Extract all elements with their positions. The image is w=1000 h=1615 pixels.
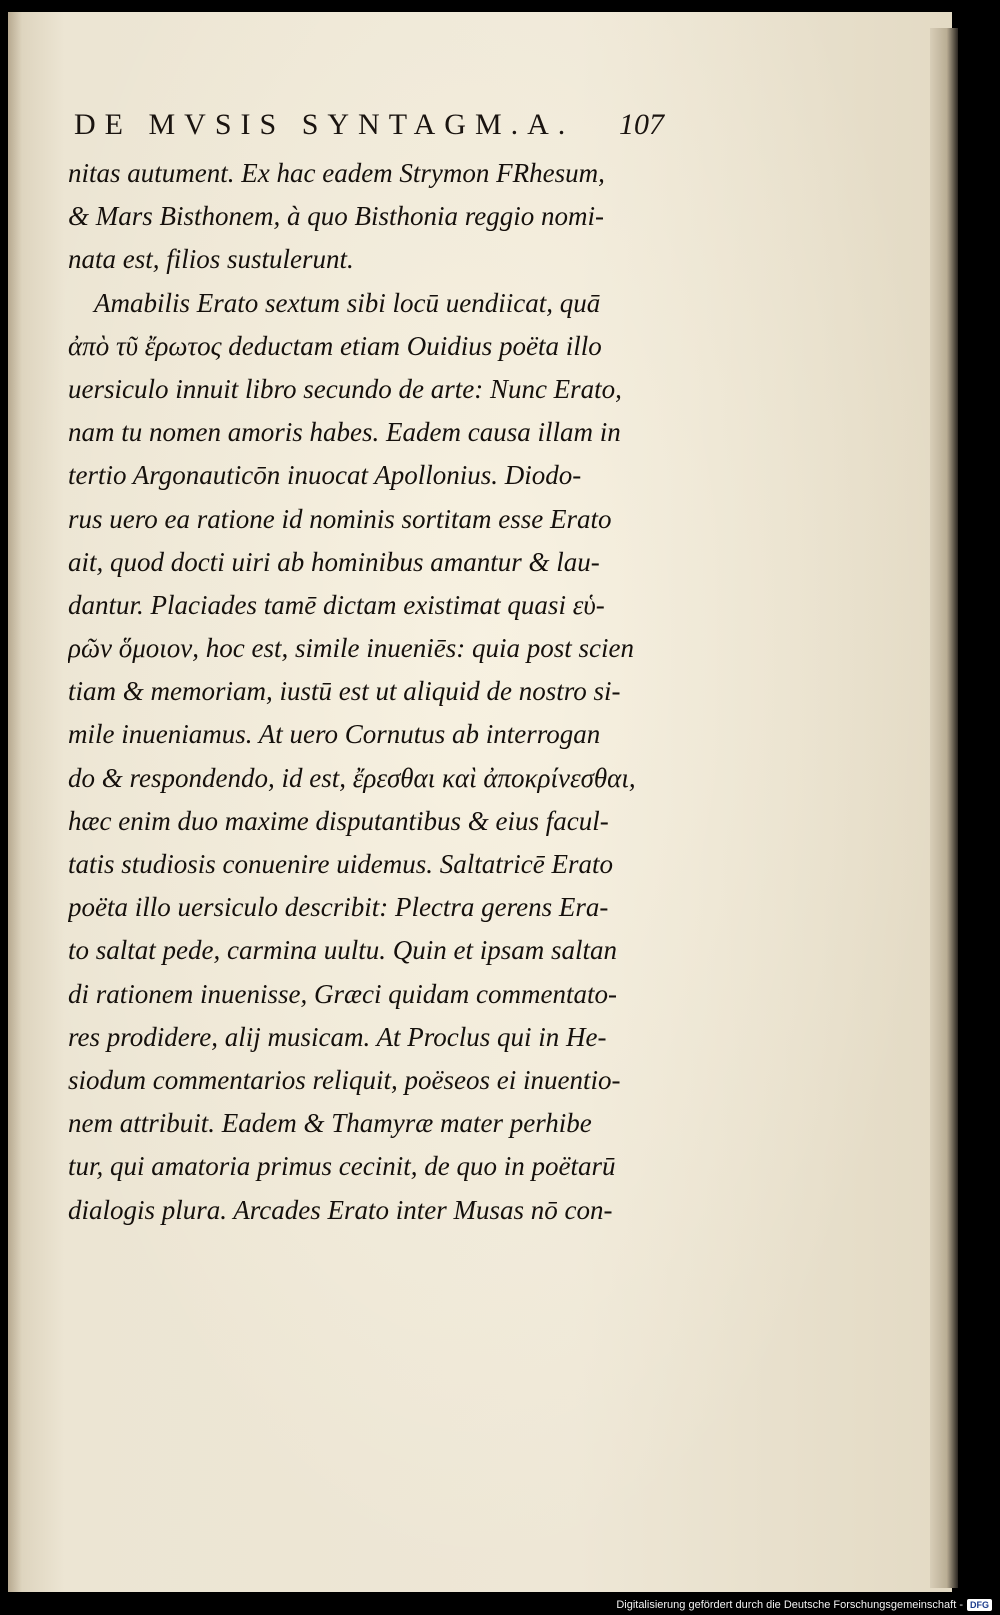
text-line: poëta illo uersiculo describit: Plectra gerens Era-: [68, 892, 609, 923]
body-text: [68, 152, 663, 1232]
text-line: nitas autument. Ex hac eadem Strymon FRhesum,: [68, 158, 605, 188]
running-head-title: DE MVSIS SYNTAGM.A.: [74, 108, 575, 141]
credit-text: Digitalisierung gefördert durch die Deutsche Forschungsgemeinschaft -: [616, 1599, 963, 1611]
text-line: tatis studiosis conuenire uidemus. Saltatricē Erato: [68, 849, 613, 879]
text-line: dantur. Placiades tamē dictam existimat quasi εὑ-: [68, 589, 605, 620]
text-line: dialogis plura. Arcades Erato inter Musas nō con-: [68, 1194, 613, 1225]
text-line: mile inueniamus. At uero Cornutus ab interrogan: [68, 719, 601, 750]
page-number: 107: [619, 108, 664, 141]
text-line: siodum commentarios reliquit, poëseos ei inuentio-: [68, 1064, 621, 1095]
text-line: ait, quod docti uiri ab hominibus amantur & lau-: [68, 546, 600, 577]
text-line: di rationem inuenisse, Græci quidam commentato-: [68, 978, 617, 1009]
text-line: do & respondendo, id est, ἔρεσθαι καὶ ἀποκρίνεσθαι,: [68, 762, 636, 793]
page-edge: [930, 28, 958, 1588]
digitization-credit: [616, 1599, 992, 1611]
text-line: & Mars Bisthonem, à quo Bisthonia reggio nomi-: [68, 201, 604, 232]
text-line: nem attribuit. Eadem & Thamyræ mater perhibe: [68, 1108, 592, 1139]
text-line: rus uero ea ratione id nominis sortitam esse Erato: [68, 503, 612, 534]
text-line: tertio Argonauticōn inuocat Apollonius. Diodo-: [68, 460, 582, 491]
text-line: to saltat pede, carmina uultu. Quin et ipsam saltan: [68, 935, 617, 966]
text-line: hæc enim duo maxime disputantibus & eius facul-: [68, 805, 609, 836]
page-gutter-shadow: [8, 12, 22, 1592]
text-line: nam tu nomen amoris habes. Eadem causa illam in: [68, 417, 621, 448]
text-line: ρῶν ὅμοιον, hoc est, simile inueniēs: quia post scien: [68, 633, 634, 664]
text-line: tiam & memoriam, iustū est ut aliquid de nostro si-: [68, 676, 621, 707]
text-line: nata est, filios sustulerunt.: [68, 244, 354, 275]
text-line: uersiculo innuit libro secundo de arte: Nunc Erato,: [68, 373, 622, 404]
dfg-logo: DFG: [967, 1599, 992, 1611]
text-line: res prodidere, alij musicam. At Proclus qui in He-: [68, 1021, 607, 1052]
text-line: ἀπὸ τῦ ἔρωτος deductam etiam Ouidius poëta illo: [68, 330, 602, 361]
text-line: Amabilis Erato sextum sibi locū uendiicat, quā: [94, 287, 601, 318]
running-head: [74, 108, 664, 144]
text-line: tur, qui amatoria primus cecinit, de quo in poëtarū: [68, 1151, 616, 1182]
